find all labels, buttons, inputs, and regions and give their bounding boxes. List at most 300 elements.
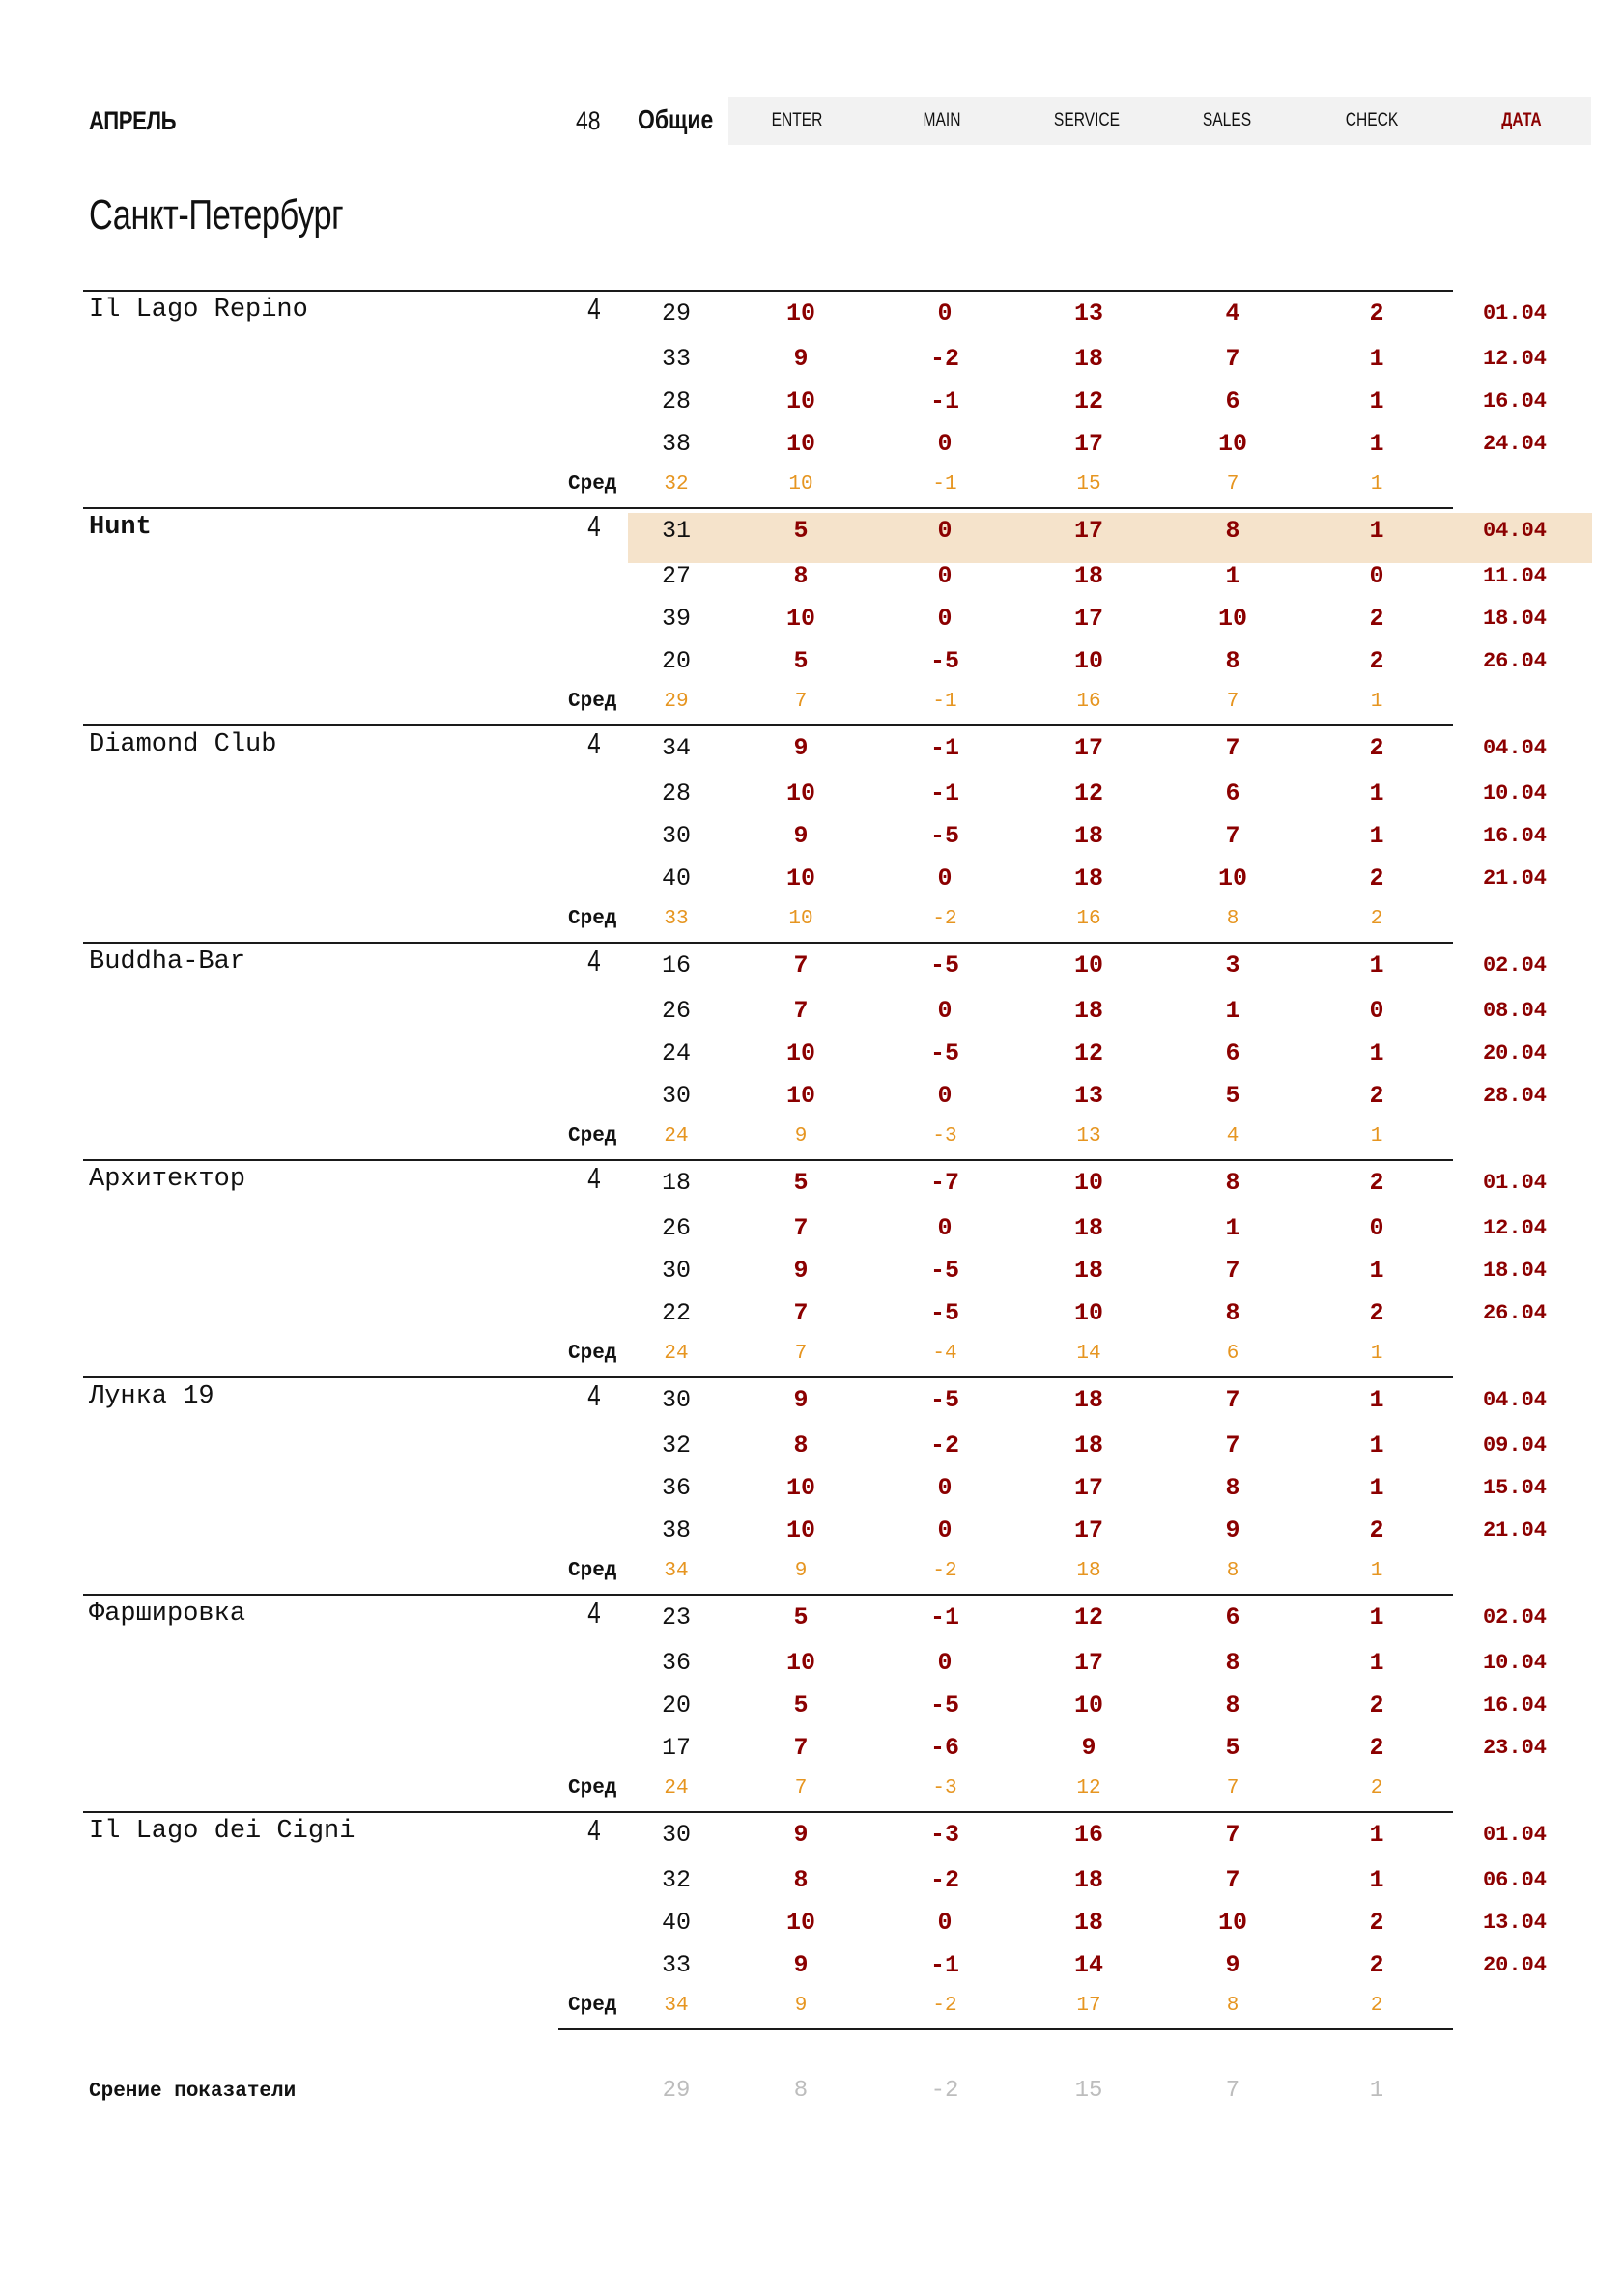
average-service: 16 <box>1076 691 1101 713</box>
venue-name: Hunt <box>89 513 152 542</box>
cell-check: 2 <box>1369 1909 1384 1937</box>
cell-sales: 7 <box>1225 1821 1240 1849</box>
average-check: 1 <box>1370 691 1383 713</box>
summary-enter: 8 <box>793 2078 809 2104</box>
cell-service: 18 <box>1073 1257 1103 1285</box>
venue-name: Buddha-Bar <box>89 948 246 977</box>
average-main: -3 <box>932 1125 957 1148</box>
venue-check-count: 48 <box>576 106 601 135</box>
cell-date: 13.04 <box>1482 1911 1547 1935</box>
cell-sales: 7 <box>1225 1866 1240 1894</box>
cell-service: 17 <box>1073 517 1103 545</box>
cell-date: 10.04 <box>1482 781 1547 806</box>
average-check: 1 <box>1370 1343 1383 1365</box>
cell-sales: 7 <box>1225 345 1240 373</box>
average-check: 1 <box>1370 473 1383 496</box>
cell-enter: 5 <box>793 1169 809 1197</box>
cell-sales: 7 <box>1225 822 1240 850</box>
table-bottom-rule <box>558 2028 1453 2030</box>
cell-total: 40 <box>661 865 691 893</box>
cell-check: 2 <box>1369 299 1384 327</box>
cell-enter: 5 <box>793 647 809 675</box>
cell-date: 16.04 <box>1482 1693 1547 1717</box>
cell-sales: 6 <box>1225 1603 1240 1631</box>
venue-divider <box>83 1594 1453 1596</box>
cell-enter: 9 <box>793 345 809 373</box>
header-band <box>728 97 1591 145</box>
cell-service: 17 <box>1073 1474 1103 1502</box>
cell-service: 18 <box>1073 1431 1103 1460</box>
average-enter: 7 <box>794 1777 808 1800</box>
cell-date: 16.04 <box>1482 389 1547 413</box>
average-sales: 7 <box>1226 473 1239 496</box>
average-check: 2 <box>1370 1777 1383 1800</box>
average-enter: 10 <box>788 473 813 496</box>
cell-total: 26 <box>661 1214 691 1242</box>
cell-date: 09.04 <box>1482 1433 1547 1458</box>
cell-service: 10 <box>1073 1299 1103 1327</box>
cell-service: 18 <box>1073 345 1103 373</box>
cell-date: 21.04 <box>1482 1518 1547 1543</box>
average-total: 32 <box>664 473 689 496</box>
cell-enter: 10 <box>785 1516 815 1545</box>
cell-total: 16 <box>661 951 691 979</box>
cell-total: 28 <box>661 387 691 415</box>
cell-main: 0 <box>937 517 953 545</box>
cell-main: -7 <box>929 1169 959 1197</box>
cell-check: 2 <box>1369 1299 1384 1327</box>
cell-sales: 5 <box>1225 1082 1240 1110</box>
venue-visit-count: 4 <box>587 944 601 978</box>
cell-enter: 10 <box>785 1649 815 1677</box>
cell-date: 04.04 <box>1482 1388 1547 1412</box>
cell-enter: 9 <box>793 1951 809 1979</box>
average-total: 33 <box>664 908 689 930</box>
summary-main: -2 <box>930 2078 959 2104</box>
average-service: 13 <box>1076 1125 1101 1148</box>
cell-total: 33 <box>661 1951 691 1979</box>
cell-service: 18 <box>1073 865 1103 893</box>
month-title: АПРЕЛЬ <box>89 106 177 135</box>
average-sales: 4 <box>1226 1125 1239 1148</box>
average-service: 12 <box>1076 1777 1101 1800</box>
cell-check: 1 <box>1369 387 1384 415</box>
cell-total: 30 <box>661 1821 691 1849</box>
cell-service: 18 <box>1073 1386 1103 1414</box>
cell-service: 17 <box>1073 430 1103 458</box>
cell-enter: 10 <box>785 299 815 327</box>
cell-check: 1 <box>1369 1431 1384 1460</box>
venue-divider <box>83 1811 1453 1813</box>
cell-enter: 8 <box>793 1866 809 1894</box>
cell-total: 40 <box>661 1909 691 1937</box>
venue-name: Лунка 19 <box>89 1382 214 1411</box>
cell-enter: 7 <box>793 1214 809 1242</box>
cell-main: -1 <box>929 1951 959 1979</box>
cell-service: 18 <box>1073 1214 1103 1242</box>
cell-service: 16 <box>1073 1821 1103 1849</box>
cell-main: -1 <box>929 387 959 415</box>
average-label: Сред <box>568 1560 617 1582</box>
cell-enter: 10 <box>785 1909 815 1937</box>
venue-name: Diamond Club <box>89 730 277 759</box>
cell-date: 12.04 <box>1482 347 1547 371</box>
cell-service: 12 <box>1073 1039 1103 1067</box>
summary-sales: 7 <box>1225 2078 1240 2104</box>
cell-sales: 1 <box>1225 562 1240 590</box>
cell-total: 38 <box>661 430 691 458</box>
summary-service: 15 <box>1074 2078 1103 2104</box>
cell-sales: 10 <box>1217 1909 1247 1937</box>
cell-date: 02.04 <box>1482 1605 1547 1630</box>
average-service: 18 <box>1076 1560 1101 1582</box>
cell-sales: 10 <box>1217 605 1247 633</box>
cell-sales: 4 <box>1225 299 1240 327</box>
average-label: Сред <box>568 691 617 713</box>
cell-total: 39 <box>661 605 691 633</box>
cell-total: 24 <box>661 1039 691 1067</box>
cell-total: 30 <box>661 1082 691 1110</box>
cell-total: 18 <box>661 1169 691 1197</box>
cell-main: 0 <box>937 1909 953 1937</box>
average-check: 1 <box>1370 1560 1383 1582</box>
cell-check: 1 <box>1369 1474 1384 1502</box>
cell-main: 0 <box>937 605 953 633</box>
cell-main: -2 <box>929 1866 959 1894</box>
average-total: 34 <box>664 1560 689 1582</box>
cell-total: 32 <box>661 1866 691 1894</box>
cell-check: 1 <box>1369 345 1384 373</box>
cell-enter: 8 <box>793 1431 809 1460</box>
average-label: Сред <box>568 1777 617 1800</box>
average-label: Сред <box>568 1995 617 2017</box>
cell-total: 36 <box>661 1474 691 1502</box>
cell-main: 0 <box>937 299 953 327</box>
average-enter: 7 <box>794 691 808 713</box>
cell-total: 26 <box>661 997 691 1025</box>
cell-sales: 8 <box>1225 1649 1240 1677</box>
cell-total: 30 <box>661 822 691 850</box>
cell-service: 10 <box>1073 951 1103 979</box>
cell-date: 08.04 <box>1482 999 1547 1023</box>
cell-check: 1 <box>1369 430 1384 458</box>
cell-check: 2 <box>1369 1951 1384 1979</box>
cell-date: 10.04 <box>1482 1651 1547 1675</box>
cell-enter: 5 <box>793 517 809 545</box>
cell-sales: 9 <box>1225 1516 1240 1545</box>
cell-total: 28 <box>661 780 691 808</box>
cell-sales: 8 <box>1225 1474 1240 1502</box>
cell-service: 18 <box>1073 562 1103 590</box>
cell-check: 1 <box>1369 1257 1384 1285</box>
cell-main: 0 <box>937 997 953 1025</box>
cell-service: 12 <box>1073 387 1103 415</box>
cell-sales: 1 <box>1225 997 1240 1025</box>
summary-check: 1 <box>1369 2078 1384 2104</box>
cell-date: 06.04 <box>1482 1868 1547 1892</box>
cell-main: -5 <box>929 1691 959 1719</box>
cell-check: 1 <box>1369 1649 1384 1677</box>
average-enter: 9 <box>794 1560 808 1582</box>
cell-service: 13 <box>1073 1082 1103 1110</box>
column-header-check: CHECK <box>1345 110 1399 130</box>
cell-enter: 7 <box>793 997 809 1025</box>
cell-date: 01.04 <box>1482 1823 1547 1847</box>
venue-visit-count: 4 <box>587 509 601 543</box>
cell-service: 18 <box>1073 1909 1103 1937</box>
cell-main: 0 <box>937 562 953 590</box>
cell-check: 2 <box>1369 647 1384 675</box>
cell-service: 13 <box>1073 299 1103 327</box>
average-main: -2 <box>932 1560 957 1582</box>
cell-check: 1 <box>1369 822 1384 850</box>
cell-sales: 8 <box>1225 1691 1240 1719</box>
cell-sales: 10 <box>1217 865 1247 893</box>
venue-visit-count: 4 <box>587 1596 601 1630</box>
average-check: 2 <box>1370 1995 1383 2017</box>
cell-check: 2 <box>1369 1169 1384 1197</box>
average-service: 15 <box>1076 473 1101 496</box>
average-service: 17 <box>1076 1995 1101 2017</box>
cell-enter: 9 <box>793 734 809 762</box>
column-header-enter: ENTER <box>771 110 823 130</box>
venue-name: Il Lago dei Cigni <box>89 1817 356 1846</box>
average-label: Сред <box>568 1125 617 1148</box>
cell-total: 34 <box>661 734 691 762</box>
cell-main: -5 <box>929 951 959 979</box>
venue-visit-count: 4 <box>587 1813 601 1847</box>
venue-divider <box>83 290 1453 292</box>
summary-total: 29 <box>662 2078 691 2104</box>
cell-total: 27 <box>661 562 691 590</box>
cell-sales: 9 <box>1225 1951 1240 1979</box>
cell-service: 17 <box>1073 734 1103 762</box>
cell-sales: 6 <box>1225 780 1240 808</box>
average-main: -4 <box>932 1343 957 1365</box>
cell-service: 18 <box>1073 997 1103 1025</box>
cell-main: -5 <box>929 647 959 675</box>
cell-check: 1 <box>1369 951 1384 979</box>
cell-service: 17 <box>1073 1649 1103 1677</box>
cell-check: 0 <box>1369 997 1384 1025</box>
cell-date: 24.04 <box>1482 432 1547 456</box>
cell-date: 23.04 <box>1482 1736 1547 1760</box>
cell-total: 20 <box>661 647 691 675</box>
cell-enter: 10 <box>785 780 815 808</box>
average-sales: 6 <box>1226 1343 1239 1365</box>
cell-date: 21.04 <box>1482 866 1547 891</box>
venue-name: Il Lago Repino <box>89 296 308 325</box>
cell-main: 0 <box>937 1082 953 1110</box>
cell-main: -5 <box>929 822 959 850</box>
cell-main: -5 <box>929 1039 959 1067</box>
average-main: -2 <box>932 1995 957 2017</box>
summary-label: Срение показатели <box>89 2081 297 2103</box>
cell-main: 0 <box>937 1214 953 1242</box>
cell-check: 0 <box>1369 562 1384 590</box>
cell-date: 20.04 <box>1482 1953 1547 1977</box>
cell-date: 01.04 <box>1482 301 1547 326</box>
cell-date: 28.04 <box>1482 1084 1547 1108</box>
cell-date: 11.04 <box>1482 564 1547 588</box>
venue-visit-count: 4 <box>587 1378 601 1412</box>
cell-total: 36 <box>661 1649 691 1677</box>
cell-main: -5 <box>929 1257 959 1285</box>
cell-enter: 10 <box>785 387 815 415</box>
cell-check: 1 <box>1369 1603 1384 1631</box>
venue-visit-count: 4 <box>587 726 601 760</box>
cell-sales: 8 <box>1225 1299 1240 1327</box>
cell-sales: 8 <box>1225 517 1240 545</box>
cell-main: -5 <box>929 1386 959 1414</box>
cell-date: 04.04 <box>1482 736 1547 760</box>
cell-main: 0 <box>937 1649 953 1677</box>
total-column-header: Общие <box>638 104 714 134</box>
cell-main: -1 <box>929 780 959 808</box>
cell-service: 18 <box>1073 1866 1103 1894</box>
cell-check: 1 <box>1369 1866 1384 1894</box>
cell-service: 17 <box>1073 1516 1103 1545</box>
cell-service: 12 <box>1073 780 1103 808</box>
average-total: 29 <box>664 691 689 713</box>
cell-main: -1 <box>929 734 959 762</box>
column-header-main: MAIN <box>923 110 961 130</box>
cell-main: -3 <box>929 1821 959 1849</box>
average-total: 34 <box>664 1995 689 2017</box>
cell-sales: 7 <box>1225 1257 1240 1285</box>
cell-total: 17 <box>661 1734 691 1762</box>
cell-enter: 5 <box>793 1603 809 1631</box>
cell-enter: 9 <box>793 822 809 850</box>
average-total: 24 <box>664 1125 689 1148</box>
cell-total: 31 <box>661 517 691 545</box>
cell-total: 33 <box>661 345 691 373</box>
cell-sales: 7 <box>1225 1386 1240 1414</box>
average-label: Сред <box>568 908 617 930</box>
cell-sales: 6 <box>1225 387 1240 415</box>
average-check: 2 <box>1370 908 1383 930</box>
venue-divider <box>83 724 1453 726</box>
cell-enter: 10 <box>785 430 815 458</box>
cell-service: 12 <box>1073 1603 1103 1631</box>
cell-total: 32 <box>661 1431 691 1460</box>
cell-main: -2 <box>929 345 959 373</box>
cell-service: 9 <box>1081 1734 1096 1762</box>
cell-sales: 1 <box>1225 1214 1240 1242</box>
column-header-service: SERVICE <box>1053 110 1121 130</box>
cell-main: -1 <box>929 1603 959 1631</box>
venue-divider <box>83 942 1453 944</box>
cell-main: 0 <box>937 430 953 458</box>
cell-enter: 10 <box>785 1082 815 1110</box>
cell-service: 17 <box>1073 605 1103 633</box>
cell-check: 1 <box>1369 1039 1384 1067</box>
cell-service: 18 <box>1073 822 1103 850</box>
average-service: 14 <box>1076 1343 1101 1365</box>
average-sales: 8 <box>1226 1995 1239 2017</box>
venue-divider <box>83 1376 1453 1378</box>
cell-check: 1 <box>1369 1386 1384 1414</box>
average-check: 1 <box>1370 1125 1383 1148</box>
average-main: -3 <box>932 1777 957 1800</box>
cell-service: 10 <box>1073 1169 1103 1197</box>
venue-name: Фаршировка <box>89 1600 246 1629</box>
average-enter: 9 <box>794 1125 808 1148</box>
average-enter: 9 <box>794 1995 808 2017</box>
cell-total: 20 <box>661 1691 691 1719</box>
cell-sales: 6 <box>1225 1039 1240 1067</box>
cell-sales: 7 <box>1225 1431 1240 1460</box>
average-service: 16 <box>1076 908 1101 930</box>
cell-sales: 5 <box>1225 1734 1240 1762</box>
venue-divider <box>83 507 1453 509</box>
cell-total: 38 <box>661 1516 691 1545</box>
cell-sales: 10 <box>1217 430 1247 458</box>
average-main: -2 <box>932 908 957 930</box>
cell-date: 20.04 <box>1482 1041 1547 1065</box>
cell-total: 29 <box>661 299 691 327</box>
cell-sales: 3 <box>1225 951 1240 979</box>
average-total: 24 <box>664 1777 689 1800</box>
cell-main: -5 <box>929 1299 959 1327</box>
cell-enter: 9 <box>793 1386 809 1414</box>
average-sales: 7 <box>1226 691 1239 713</box>
cell-date: 12.04 <box>1482 1216 1547 1240</box>
cell-enter: 10 <box>785 865 815 893</box>
cell-sales: 8 <box>1225 1169 1240 1197</box>
cell-total: 30 <box>661 1386 691 1414</box>
cell-date: 18.04 <box>1482 607 1547 631</box>
average-sales: 8 <box>1226 1560 1239 1582</box>
column-header-date: ДАТА <box>1501 110 1542 130</box>
cell-check: 1 <box>1369 780 1384 808</box>
cell-enter: 10 <box>785 605 815 633</box>
cell-total: 22 <box>661 1299 691 1327</box>
cell-enter: 7 <box>793 951 809 979</box>
cell-main: 0 <box>937 1474 953 1502</box>
cell-check: 2 <box>1369 605 1384 633</box>
venue-visit-count: 4 <box>587 292 601 326</box>
cell-main: 0 <box>937 865 953 893</box>
city-title: Санкт-Петербург <box>89 191 344 239</box>
cell-total: 30 <box>661 1257 691 1285</box>
cell-service: 10 <box>1073 1691 1103 1719</box>
average-label: Сред <box>568 1343 617 1365</box>
cell-enter: 10 <box>785 1474 815 1502</box>
cell-sales: 8 <box>1225 647 1240 675</box>
average-sales: 8 <box>1226 908 1239 930</box>
cell-check: 1 <box>1369 1821 1384 1849</box>
cell-check: 2 <box>1369 1082 1384 1110</box>
cell-check: 2 <box>1369 1691 1384 1719</box>
cell-date: 26.04 <box>1482 649 1547 673</box>
column-header-sales: SALES <box>1202 110 1252 130</box>
average-total: 24 <box>664 1343 689 1365</box>
table-header <box>0 97 1623 147</box>
average-enter: 7 <box>794 1343 808 1365</box>
average-enter: 10 <box>788 908 813 930</box>
average-label: Сред <box>568 473 617 496</box>
cell-enter: 9 <box>793 1821 809 1849</box>
cell-enter: 8 <box>793 562 809 590</box>
cell-enter: 7 <box>793 1734 809 1762</box>
average-sales: 7 <box>1226 1777 1239 1800</box>
cell-sales: 7 <box>1225 734 1240 762</box>
cell-date: 18.04 <box>1482 1259 1547 1283</box>
cell-total: 23 <box>661 1603 691 1631</box>
cell-enter: 7 <box>793 1299 809 1327</box>
average-main: -1 <box>932 691 957 713</box>
